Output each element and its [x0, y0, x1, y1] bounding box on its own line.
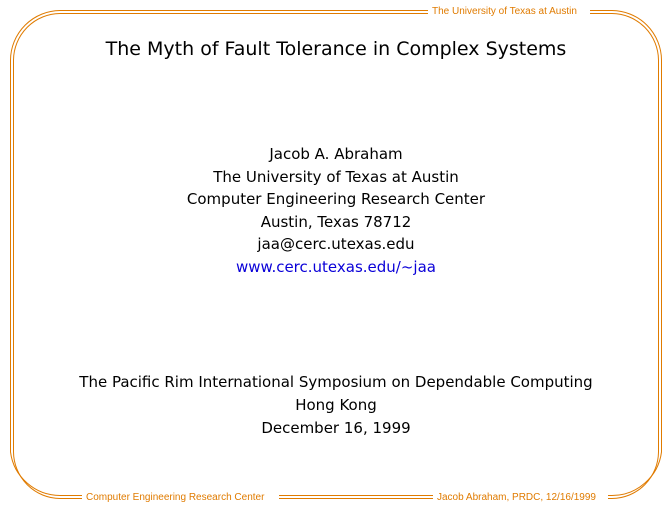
author-center: Computer Engineering Research Center	[186, 190, 486, 208]
slide-title: The Myth of Fault Tolerance in Complex Systems	[105, 38, 567, 60]
event-name: The Pacific Rim International Symposium on Dependable Computing	[79, 373, 593, 391]
header-institution: The University of Texas at Austin	[432, 6, 577, 17]
author-email: jaa@cerc.utexas.edu	[257, 235, 415, 253]
event-date: December 16, 1999	[261, 419, 411, 437]
event-block	[0, 371, 672, 440]
author-university: The University of Texas at Austin	[213, 167, 459, 186]
event-location: Hong Kong	[295, 396, 377, 414]
footer-center-name: Computer Engineering Research Center	[86, 492, 265, 503]
author-city: Austin, Texas 78712	[260, 212, 412, 231]
author-website-link[interactable]: www.cerc.utexas.edu/~jaa	[236, 257, 436, 276]
author-block	[0, 143, 672, 278]
footer-author-event: Jacob Abraham, PRDC, 12/16/1999	[437, 492, 596, 503]
author-name: Jacob A. Abraham	[269, 145, 403, 163]
